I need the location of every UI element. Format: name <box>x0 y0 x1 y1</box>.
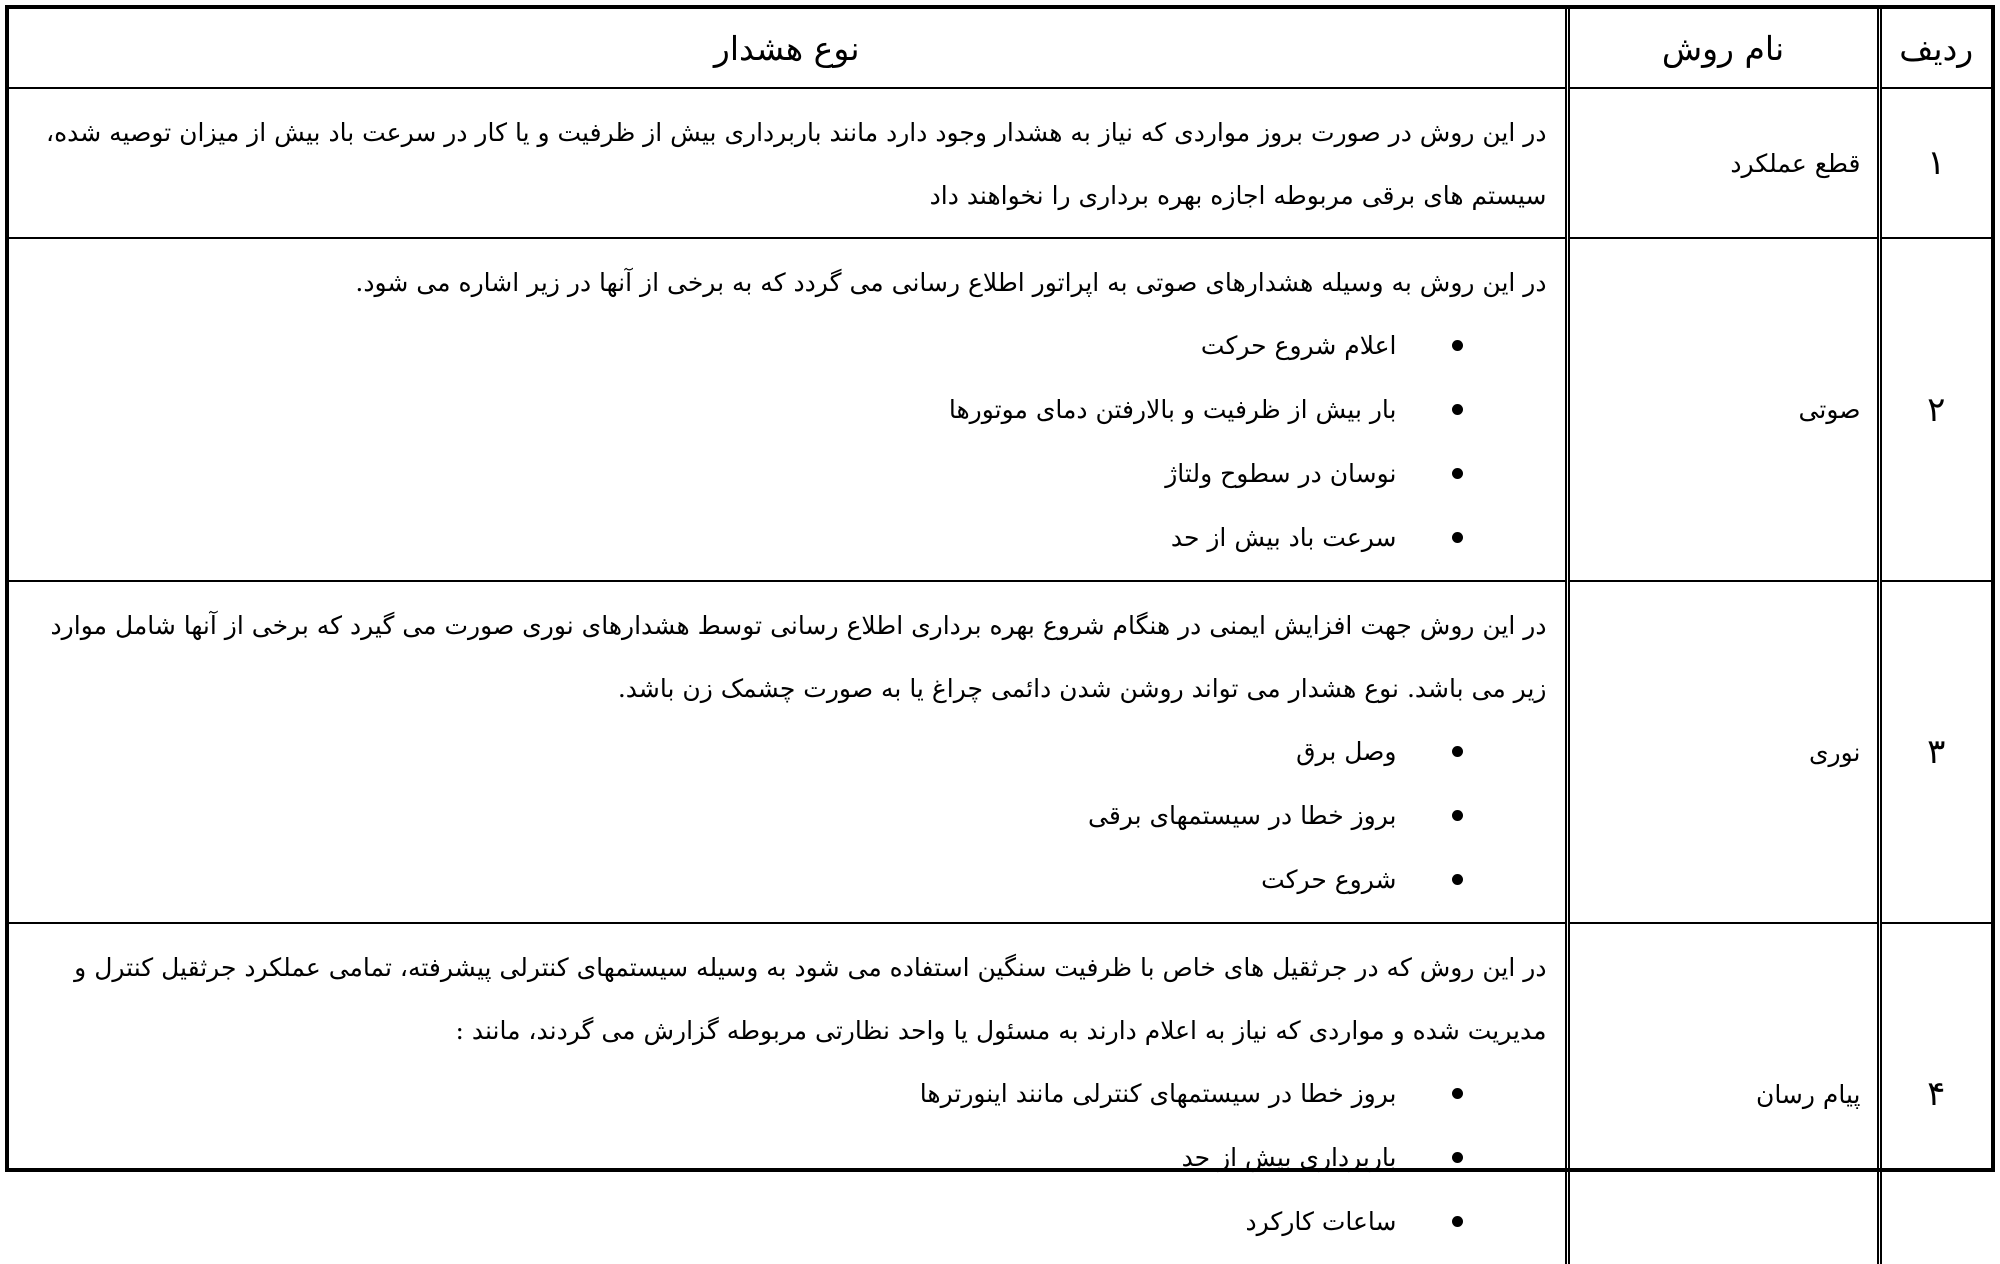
bullet-icon <box>1452 340 1463 351</box>
warning-description <box>9 581 1567 923</box>
bullet-icon <box>1452 746 1463 757</box>
table-row <box>9 581 1991 923</box>
bullet-icon <box>1452 1216 1463 1227</box>
list-item <box>31 442 1547 506</box>
bullet-icon <box>1452 1152 1463 1163</box>
list-item-text: نوسان در سطوح ولتاژ <box>1165 459 1397 488</box>
warning-description <box>9 923 1567 1264</box>
list-item-text: وصل برق <box>1296 737 1397 766</box>
warning-description <box>9 88 1567 238</box>
row-index: ۲ <box>1879 238 1991 581</box>
bullet-icon <box>1452 1088 1463 1099</box>
description-text: در این روش در صورت بروز مواردی که نیاز به هشدار وجود دارد مانند باربرداری بیش از ظرفیت و یا کار در سرعت باد بیش از میزان توصیه شده، سیستم های برقی مربوطه اجازه بهره برداری را نخواهند داد <box>46 118 1547 210</box>
list-item-text: اعلام شروع حرکت <box>1200 331 1397 360</box>
row-index: ۴ <box>1879 923 1991 1264</box>
method-name: نوری <box>1567 581 1879 923</box>
list-item <box>31 1126 1547 1190</box>
table-row <box>9 88 1991 238</box>
description-text: در این روش به وسیله هشدارهای صوتی به اپراتور اطلاع رسانی می گردد که به برخی از آنها در زیر اشاره می شود. <box>355 268 1547 297</box>
list-item <box>31 506 1547 570</box>
list-item <box>31 848 1547 912</box>
method-name: صوتی <box>1567 238 1879 581</box>
method-name: قطع عملکرد <box>1567 88 1879 238</box>
warning-description <box>9 238 1567 581</box>
method-name: پیام رسان <box>1567 923 1879 1264</box>
list-item-text: بروز خطا در سیستمهای کنترلی مانند اینورترها <box>919 1079 1397 1108</box>
description-text: در این روش که در جرثقیل های خاص با ظرفیت سنگین استفاده می شود به وسیله سیستمهای کنترلی پیشرفته، تمامی عملکرد جرثقیل کنترل و مدیریت شده و مواردی که نیاز به اعلام دارند به مسئول یا واحد نظارتی مربوطه گزارش می گردند، مانند : <box>74 953 1547 1045</box>
row-index: ۱ <box>1879 88 1991 238</box>
bullet-icon <box>1452 404 1463 415</box>
bullet-icon <box>1452 532 1463 543</box>
table-row <box>9 238 1991 581</box>
header-row <box>9 9 1991 88</box>
list-item <box>31 1062 1547 1126</box>
bullet-icon <box>1452 874 1463 885</box>
header-method-name: نام روش <box>1567 9 1879 88</box>
table-frame <box>5 5 1995 1236</box>
header-warning-type: نوع هشدار <box>9 9 1567 88</box>
list-item-text: بار بیش از ظرفیت و بالارفتن دمای موتورها <box>948 395 1397 424</box>
warning-methods-table <box>9 9 1991 1264</box>
bullet-icon <box>1452 468 1463 479</box>
list-item-text: باربرداری بیش از حد <box>1181 1143 1397 1172</box>
list-item <box>31 378 1547 442</box>
list-item-text: بروز خطا در سیستمهای برقی <box>1087 801 1397 830</box>
list-item-text: شروع حرکت <box>1261 865 1397 894</box>
bullet-list <box>31 1062 1547 1254</box>
bullet-list <box>31 314 1547 570</box>
list-item-text: ساعات کارکرد <box>1245 1207 1397 1236</box>
bullet-icon <box>1452 810 1463 821</box>
row-index: ۳ <box>1879 581 1991 923</box>
list-item <box>31 784 1547 848</box>
list-item-text: سرعت باد بیش از حد <box>1170 523 1397 552</box>
description-text: در این روش جهت افزایش ایمنی در هنگام شروع بهره برداری اطلاع رسانی توسط هشدارهای نوری صورت می گیرد که برخی از آنها شامل موارد زیر می باشد. نوع هشدار می تواند روشن شدن دائمی چراغ یا به صورت چشمک زن باشد. <box>50 611 1547 703</box>
list-item <box>31 1190 1547 1254</box>
header-row-index: ردیف <box>1879 9 1991 88</box>
list-item <box>31 720 1547 784</box>
bullet-list <box>31 720 1547 912</box>
table-row <box>9 923 1991 1264</box>
list-item <box>31 314 1547 378</box>
